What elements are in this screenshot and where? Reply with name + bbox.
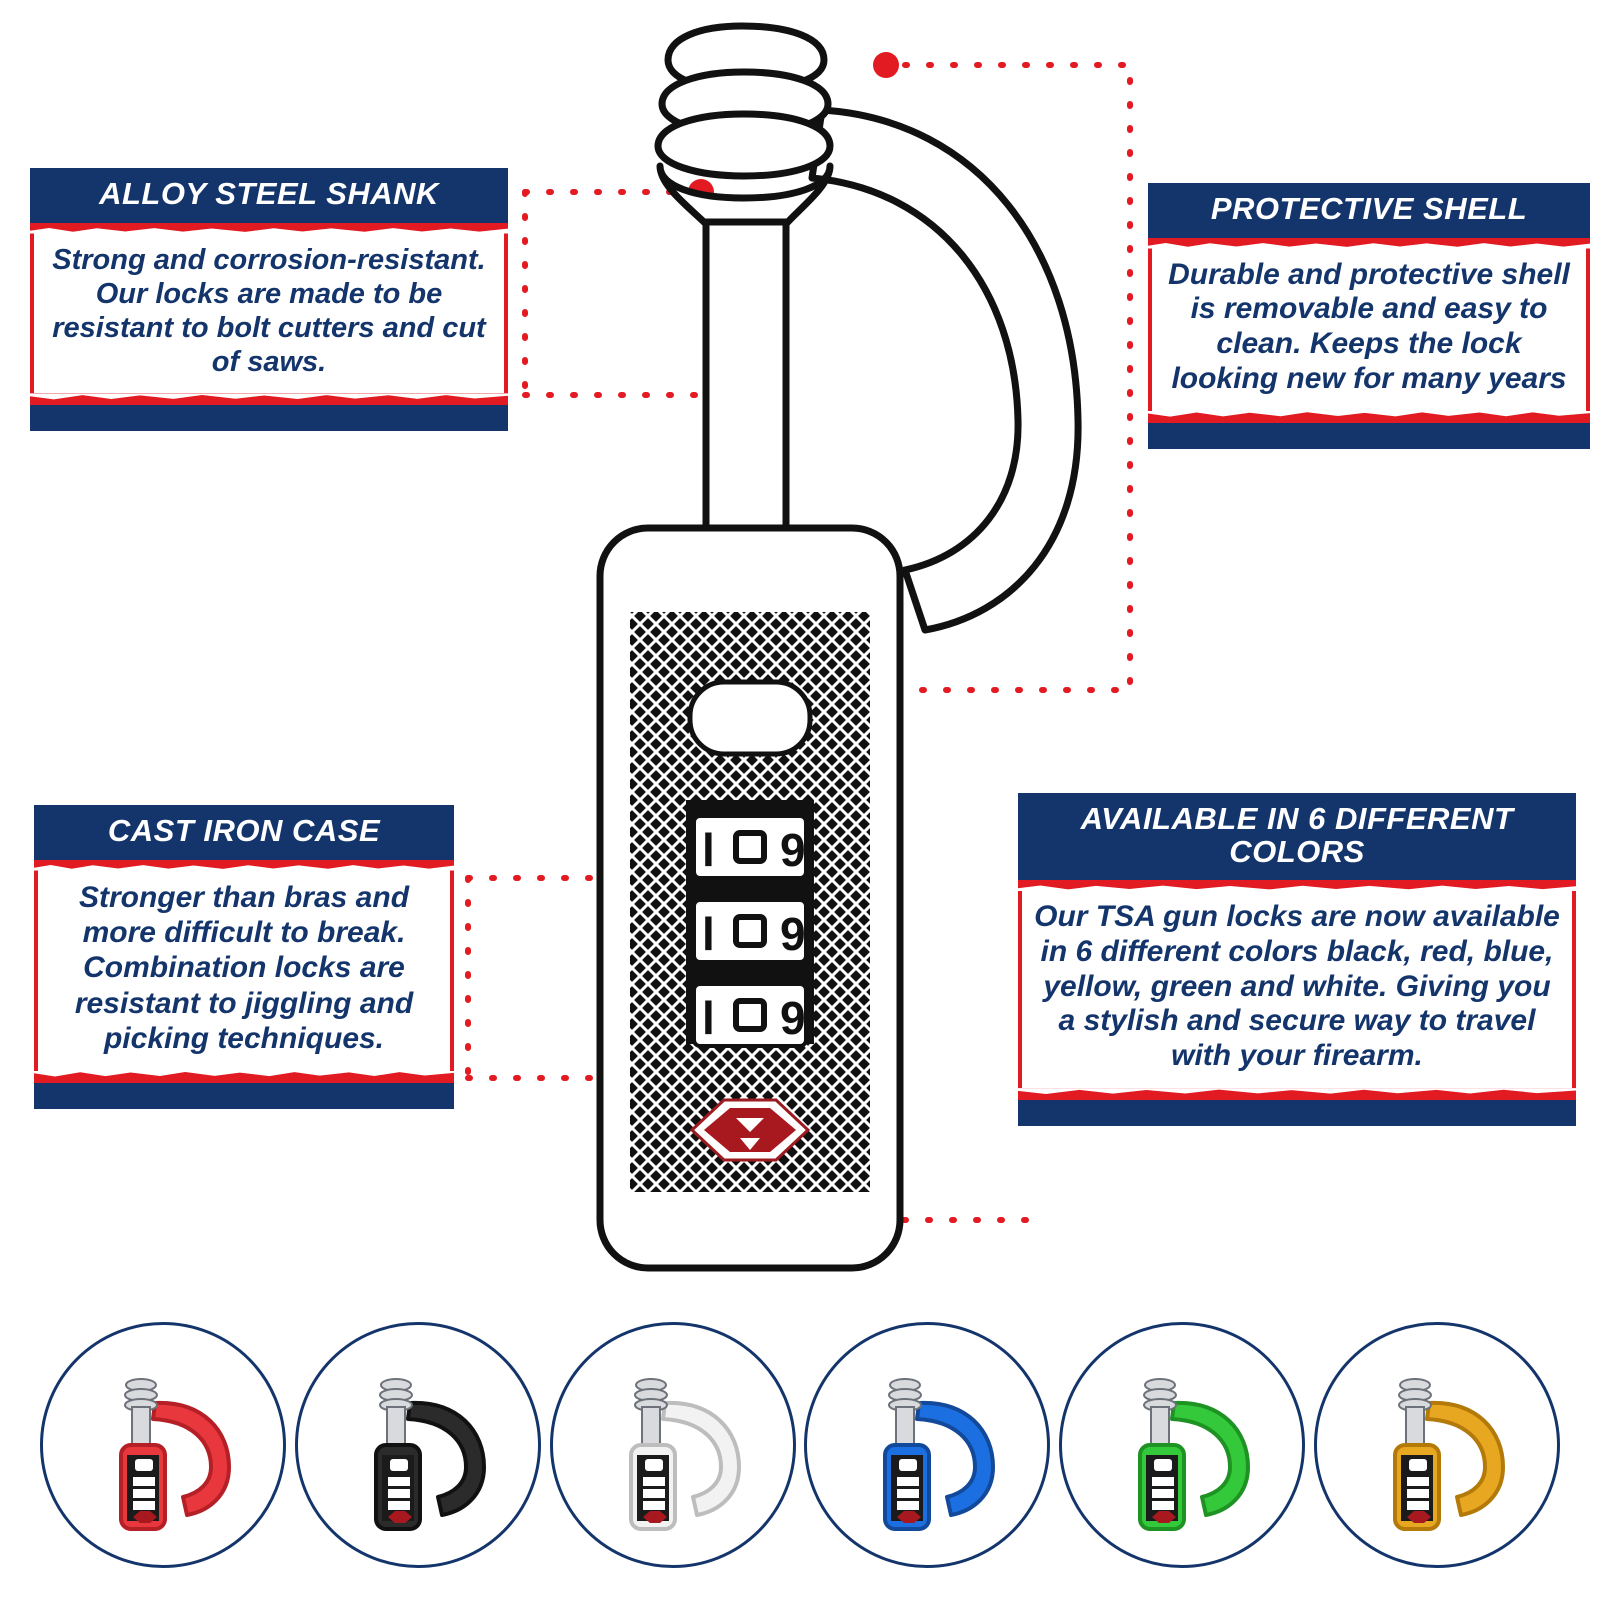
callout-available-colors	[1018, 793, 1576, 1126]
callout-footer-bar	[30, 405, 508, 431]
mini-lock-green	[1082, 1345, 1282, 1545]
torn-edge-bottom	[30, 393, 508, 405]
shank-body	[706, 222, 786, 545]
svg-text:l: l	[702, 824, 715, 876]
color-variant-red[interactable]	[40, 1322, 286, 1568]
callout-footer-bar	[1148, 423, 1590, 449]
callout-heading: ALLOY STEEL SHANK	[30, 168, 508, 223]
torn-edge-top	[34, 860, 454, 870]
callout-footer-bar	[1018, 1100, 1576, 1126]
torn-edge-bottom	[1018, 1088, 1576, 1100]
color-variant-blue[interactable]	[804, 1322, 1050, 1568]
mini-lock-white	[573, 1345, 773, 1545]
callout-alloy-steel-shank	[30, 168, 508, 431]
alloy-steel-shank-top	[658, 26, 830, 224]
callout-heading: PROTECTIVE SHELL	[1148, 183, 1590, 238]
callout-cast-iron-case	[34, 805, 454, 1109]
combination-dials[interactable]	[694, 816, 806, 1046]
torn-edge-top	[30, 223, 508, 233]
svg-text:l: l	[702, 908, 715, 960]
torn-edge-top	[1148, 238, 1590, 248]
callout-body: Stronger than bras and more difficult to break. Combination locks are resistant to jiggling and picking techniques.	[34, 870, 454, 1071]
color-variant-green[interactable]	[1059, 1322, 1305, 1568]
callout-heading: AVAILABLE IN 6 DIFFERENT COLORS	[1018, 793, 1576, 880]
callout-body: Our TSA gun locks are now available in 6 different colors black, red, blue, yellow, green and white. Giving you a stylish and secure way to travel with your firearm.	[1018, 890, 1576, 1088]
mini-lock-yellow	[1337, 1345, 1537, 1545]
torn-edge-top	[1018, 880, 1576, 890]
callout-body: Strong and corrosion-resistant. Our locks are made to be resistant to bolt cutters and cut of saws.	[30, 233, 508, 394]
mini-lock-red	[63, 1345, 263, 1545]
color-variant-black[interactable]	[295, 1322, 541, 1568]
callout-footer-bar	[34, 1083, 454, 1109]
torn-edge-bottom	[1148, 411, 1590, 423]
color-variant-yellow[interactable]	[1314, 1322, 1560, 1568]
color-variant-white[interactable]	[550, 1322, 796, 1568]
mini-lock-black	[318, 1345, 518, 1545]
svg-text:9: 9	[780, 908, 806, 960]
callout-heading: CAST IRON CASE	[34, 805, 454, 860]
torn-edge-bottom	[34, 1071, 454, 1083]
color-variant-row	[0, 1322, 1600, 1600]
callout-body: Durable and protective shell is removable and easy to clean. Keeps the lock looking new for many years	[1148, 248, 1590, 411]
svg-text:9: 9	[780, 824, 806, 876]
svg-text:l: l	[702, 992, 715, 1044]
mini-lock-blue	[827, 1345, 1027, 1545]
svg-text:9: 9	[780, 992, 806, 1044]
callout-protective-shell	[1148, 183, 1590, 449]
